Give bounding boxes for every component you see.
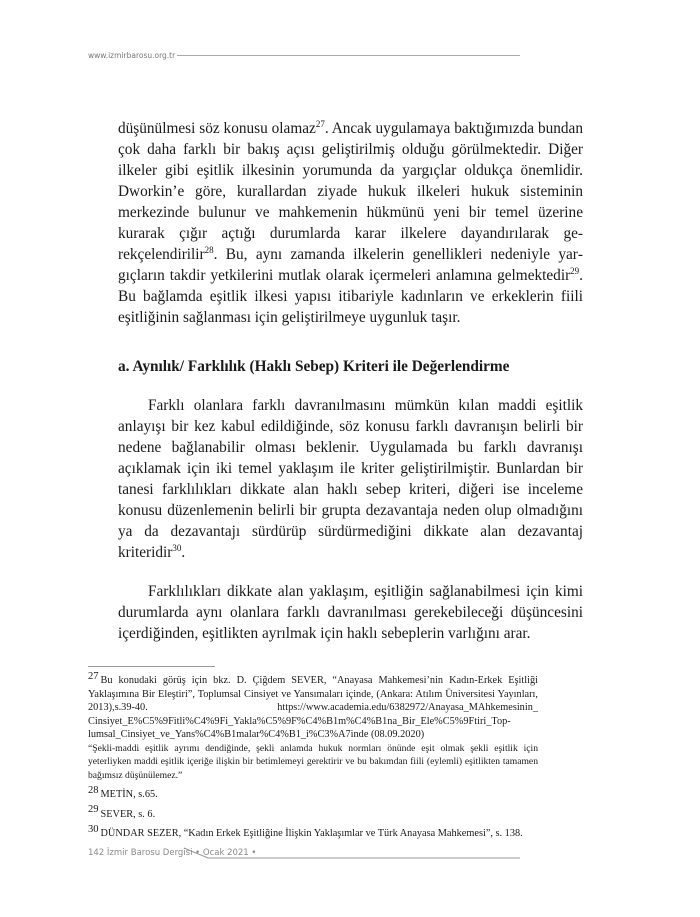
footnote-ref-29[interactable]: 29 (570, 265, 580, 276)
footnote-ref-27[interactable]: 27 (315, 118, 325, 129)
footnote-text: DÜNDAR SEZER, “Kadın Erkek Eşitliğine İlişkin Yaklaşımlar ve Türk Anayasa Mahkemesi”, s. 138. (100, 828, 523, 839)
footer-text: 142 İzmir Barosu Dergisi • Ocak 2021 • (88, 847, 257, 858)
footnote-30 (88, 823, 538, 841)
text: . Bu, aynı zamanda ilkelerin genellikleri nedeniyle yargıçların takdir yetkilerini mutlak olarak içermeleri anlamına gelmektedir (118, 246, 583, 284)
footnote-separator (88, 666, 215, 667)
text: . Ancak uygulamaya baktığımızda bundan çok daha farklı bir bakış açısı geliştirilmiş olduğu görülmektedir. Diğer ilkeler gibi eşitlik ilkesinin yorumunda da yargıçlar oldukça önemlidir. Dworkin’e göre, kurallardan ziyade hukuk ilkeleri hukuk sisteminin merkezinde bulunur ve mahkemenin hükmünü yeni bir temel üzerine kurarak çığır açtığı durumlarda karar ilkelere dayandırılarak gerekçelendirilir (118, 120, 583, 263)
footnote-quote: “Şekli-maddi eşitlik ayrımı dendiğinde, şekli anlamda hukuk normları önünde eşit olmak şekli eşitlik için yeterliyken maddi eşitlik içeriğe ilişkin bir betimlemeyi gerektirir ve bu bakımdan fiili (eylemli) eşitlikten tamamen bağımsız düşünülemez.” (88, 742, 538, 781)
footnotes (88, 670, 538, 841)
footnote-ref-28[interactable]: 28 (204, 244, 214, 255)
header-url: www.izmirbarosu.org.tr (88, 51, 176, 60)
footnote-28 (88, 784, 538, 802)
footnote-number: 29 (88, 804, 99, 816)
footnote-text: METİN, s.65. (100, 789, 158, 800)
text: Farklı olanlara farklı davranılmasını mümkün kılan maddi eşitlik anlayışı bir kez kabul edildiğinde, söz konusu farklı davranışın belirli bir nedene bağlanabilir olması beklenir. Uygulamada bu farklı davranışı açıklamak için iki temel yaklaşım ile kriter geliştirilmiştir. Bunlardan bir tanesi farklılıkları dikkate alan haklı sebep kriteri, diğeri ise inceleme konusu düzenlemenin belirli bir grupta dezavantaja neden olup olmadığını ya da dezavantajı sürdürüp sürdürmediğini dikkate alan dezavantaj kriteridir (118, 397, 583, 561)
paragraph-3: Farklılıkları dikkate alan yaklaşım, eşitliğin sağlanabilmesi için kimi durumlarda aynı olanlara farklı davranılması gerekebileceği düşüncesini içerdiğinden, eşitlikten ayrılmak için haklı sebeplerin varlığını arar. (118, 583, 583, 642)
text: düşünülmesi söz konusu olamaz (118, 120, 316, 137)
header-rule (177, 55, 520, 56)
section-heading: a. Aynılık/ Farklılık (Haklı Sebep) Kriteri ile Değerlendirme (118, 358, 510, 375)
footnote-text: SEVER, s. 6. (100, 808, 156, 820)
footnote-27 (88, 670, 538, 782)
text: . (181, 544, 186, 561)
text: . Bu bağlamda eşitlik ilkesi yapısı itibariyle kadınların ve erkeklerin fiili eşitliğinin sağlanması için geliştirilmeye uygunluk taşır. (118, 267, 583, 326)
footnote-29 (88, 804, 538, 822)
running-footer (88, 847, 520, 861)
paragraph-1 (118, 118, 583, 328)
running-header (88, 51, 520, 60)
footnote-text: Bu konudaki görüş için bkz. D. Çiğdem SEVER, “Anayasa Mahkemesi’nin Kadın-Erkek Eşitliği Yaklaşımına Bir Eleştiri”, Toplumsal Cinsiyet ve Yansımaları içinde, (Ankara: Atılım Üniversitesi Yayınları, 2013),s.39-40. https://www.academia.edu/6382972/Anayasa_MAhkemesinin_ Cinsiyet_E%C5%9Fitli%C4%9Fi_Yakla%C5%9F%C4%B1m%C4%B1na_Bir_Ele%C5%9Ftiri_Toplumsal_Cinsiyet_ve_Yans%C4%B1malar%C4%B1_i%C3%A7inde (08.09.2020) (88, 675, 538, 740)
footnote-number: 27 (88, 670, 99, 682)
footnote-number: 28 (88, 784, 99, 796)
body-text (118, 118, 583, 644)
footnote-ref-30[interactable]: 30 (172, 542, 182, 553)
paragraph-2 (118, 395, 583, 563)
footnote-number: 30 (88, 823, 99, 835)
